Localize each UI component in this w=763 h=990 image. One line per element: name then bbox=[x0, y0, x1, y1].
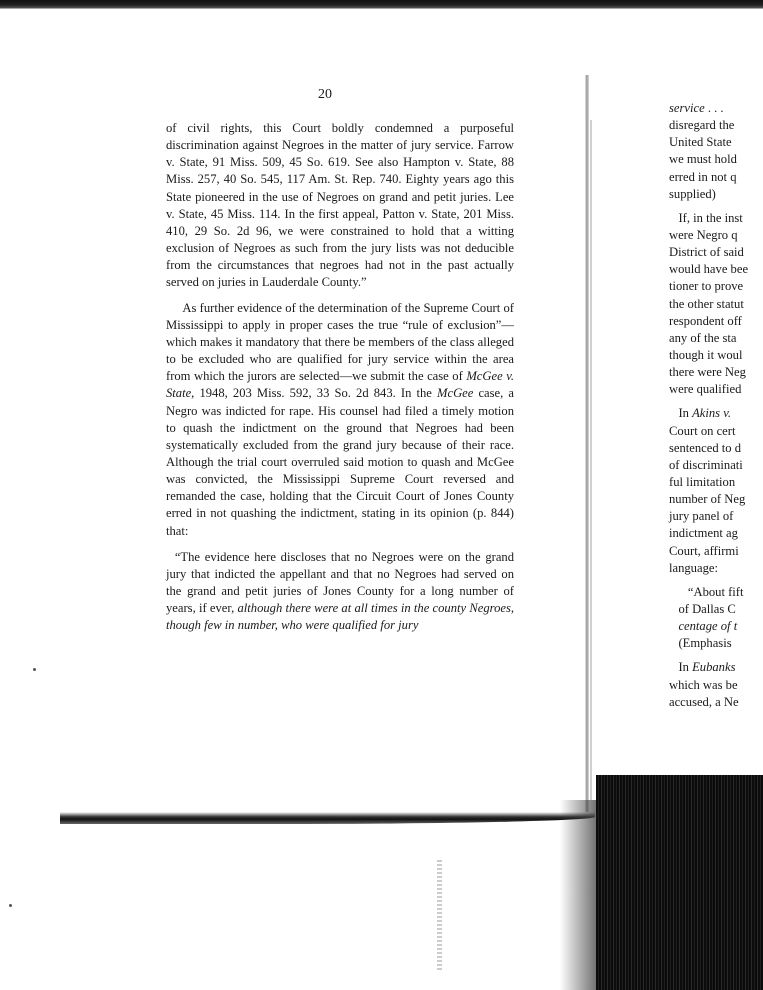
paragraph-mcgee bbox=[166, 300, 514, 540]
book-gutter-shadow bbox=[590, 120, 592, 800]
line-gap bbox=[669, 577, 763, 584]
right-page-line: were Negro q bbox=[669, 227, 738, 242]
right-page-line: sentenced to d bbox=[669, 440, 742, 455]
right-page-line: would have bee bbox=[669, 262, 749, 277]
scan-top-edge bbox=[0, 0, 763, 9]
right-page-line: erred in not q bbox=[669, 169, 737, 184]
right-page-line: jury panel of bbox=[669, 509, 734, 524]
right-page-line: accused, a Ne bbox=[669, 694, 739, 709]
page-number: 20 bbox=[318, 87, 332, 102]
right-page-text bbox=[669, 100, 763, 711]
quoted-opinion bbox=[166, 549, 514, 635]
case-name-mcgee: McGee bbox=[437, 386, 474, 401]
scan-speck bbox=[9, 904, 12, 907]
right-page-line: Court, affirmi bbox=[669, 543, 739, 558]
right-page-line: United State bbox=[669, 135, 732, 150]
paragraph-civil-rights: of civil rights, this Court boldly condemned a purposeful discrimination against Negroes in the matter of jury service. Farrow v. State, 91 Miss. 509, 45 So. 619. See also Hampton v. State, 88 Miss. 257, 40 So. 545, 117 Am. St. Rep. 740. Eighty years ago this State pioneered in the use of Negroes on grand and petit juries. Lee v. State, 45 Miss. 114. In the first appeal, Patton v. State, 201 Miss. 410, 29 So. 2d 96, we were constrained to hold that a witting exclusion of Negroes as such from the jury lists was not deducible from the circumstances that negroes had not in the past actually served on juries in Lauderdale County.” bbox=[166, 121, 514, 290]
scan-artifact bbox=[437, 860, 442, 970]
right-page-line: were qualified bbox=[669, 382, 742, 397]
right-page-line: supplied) bbox=[669, 186, 716, 201]
line-gap bbox=[669, 398, 763, 405]
scan-speck bbox=[33, 668, 36, 671]
right-page-line: District of said bbox=[669, 245, 744, 260]
mcgee-intro: As further evidence of the determination of the Supreme Court of Mississippi to apply in proper cases the true “rule of exclusion”—which makes it mandatory that there be members of the class alleged to be excluded who are qualified for jury service within the area from which the jurors are selected—we submit the case of bbox=[166, 300, 514, 384]
right-page-line: of Dallas C bbox=[669, 601, 736, 616]
line-gap bbox=[669, 203, 763, 210]
book-gutter bbox=[585, 75, 589, 815]
right-page-line: ful limitation bbox=[669, 474, 736, 489]
right-page-line: there were Neg bbox=[669, 365, 746, 380]
line-gap bbox=[669, 652, 763, 659]
right-page-line: If, in the inst bbox=[669, 210, 743, 225]
right-page-line: In Eubanks bbox=[669, 660, 736, 675]
right-page-line: number of Neg bbox=[669, 492, 746, 507]
right-page-line: Court on cert bbox=[669, 423, 736, 438]
right-page-line: disregard the bbox=[669, 118, 735, 133]
italic-text: service bbox=[669, 101, 705, 115]
right-page-line: indictment ag bbox=[669, 526, 738, 541]
right-page-line bbox=[669, 618, 763, 635]
mcgee-body: case, a Negro was indicted for rape. His counsel had filed a timely motion to quash the indictment on the ground that Negroes had been systematically excluded from the grand jury because of their race. Although the trial court overruled said motion to quash and McGee was convicted, the Mississippi Supreme Court reversed and remanded the case, holding that the Circuit Court of Jones County erred in not quashing the indictment, stating in its opinion (p. 844) that: bbox=[166, 386, 514, 538]
quote-emphasis: although there were at all times in the county Negroes, though few in number, who were qualified for jury bbox=[166, 601, 515, 633]
mcgee-cite: 1948, 203 Miss. 592, 33 So. 2d 843. In the bbox=[194, 386, 437, 401]
right-page-line: language: bbox=[669, 560, 718, 575]
dark-scan-region bbox=[596, 775, 763, 990]
right-page-line: we must hold bbox=[669, 152, 737, 167]
right-page-line: which was be bbox=[669, 677, 738, 692]
right-page-line: service . . . bbox=[669, 101, 724, 115]
right-page-line: respondent off bbox=[669, 313, 742, 328]
page-curl-shadow bbox=[60, 812, 595, 824]
right-page-line: (Emphasis bbox=[669, 636, 732, 651]
right-page-line: the other statut bbox=[669, 296, 744, 311]
italic-case-name: Akins v. bbox=[692, 406, 735, 421]
right-page-line: “About fift bbox=[669, 584, 744, 599]
right-page-line: tioner to prove bbox=[669, 279, 744, 294]
italic-text: centage of t bbox=[669, 619, 738, 634]
spine-shadow bbox=[560, 800, 600, 990]
italic-case-name: Eubanks bbox=[692, 660, 736, 675]
right-page-line: of discriminati bbox=[669, 457, 743, 472]
left-page-text bbox=[166, 120, 514, 635]
quote-text: “The evidence here discloses that no Negroes were on the grand jury that indicted the appellant and that no Negroes had served on the grand and petit juries of Jones County for a long number of years, if ever, bbox=[166, 549, 514, 616]
right-page-line: though it woul bbox=[669, 347, 743, 362]
case-citation-mcgee: McGee v. State, bbox=[166, 369, 514, 401]
right-page-line: In Akins v. bbox=[669, 406, 735, 421]
right-page-line: any of the sta bbox=[669, 330, 737, 345]
